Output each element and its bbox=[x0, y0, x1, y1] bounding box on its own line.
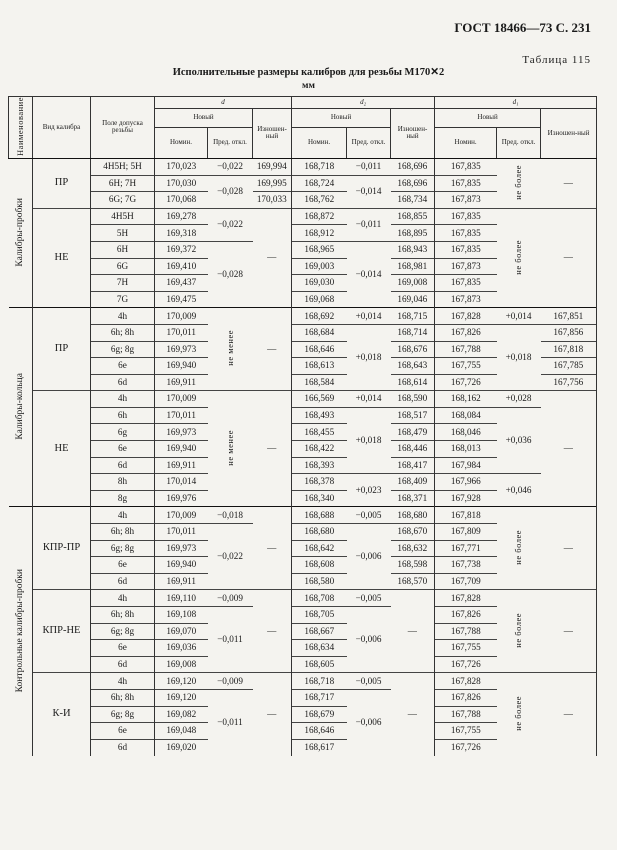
cell-d: 170,009 bbox=[155, 391, 208, 408]
calibre-type: НЕ bbox=[33, 208, 91, 308]
cell-d2-dev: −0,005 bbox=[347, 507, 391, 524]
cell-d1-worn: — bbox=[541, 208, 597, 308]
cell-d2-worn: 168,614 bbox=[391, 374, 435, 391]
cell-d: 169,372 bbox=[155, 241, 208, 258]
cell-d2: 168,584 bbox=[292, 374, 347, 391]
cell-d2-dev: −0,006 bbox=[347, 524, 391, 590]
cell-d1-worn: — bbox=[541, 673, 597, 756]
cell-d2: 168,717 bbox=[292, 689, 347, 706]
cell-d1: 167,726 bbox=[435, 739, 497, 756]
cell-d-dev: −0,022 bbox=[208, 158, 253, 175]
cell-d-worn: 169,995 bbox=[253, 175, 292, 192]
cell-d2: 168,680 bbox=[292, 524, 347, 541]
cell-d2: 168,912 bbox=[292, 225, 347, 242]
cell-d: 169,940 bbox=[155, 441, 208, 458]
cell-d1: 167,928 bbox=[435, 490, 497, 507]
d1-nomin-header: Номин. bbox=[435, 127, 497, 158]
cell-tol: 5H bbox=[91, 225, 155, 242]
table-row bbox=[9, 308, 597, 325]
cell-d: 169,940 bbox=[155, 557, 208, 574]
calibre-type: ПР bbox=[33, 158, 91, 208]
cell-d2: 169,003 bbox=[292, 258, 347, 275]
cell-tol: 6h; 8h bbox=[91, 607, 155, 624]
cell-d1: 167,835 bbox=[435, 175, 497, 192]
cell-d2-worn: 168,371 bbox=[391, 490, 435, 507]
cell-d2-worn: 168,715 bbox=[391, 308, 435, 325]
cell-d2-worn: 168,680 bbox=[391, 507, 435, 524]
cell-d1: 167,755 bbox=[435, 358, 497, 375]
cell-tol: 4h bbox=[91, 507, 155, 524]
group-name: Контрольные калибры-пробки bbox=[14, 568, 25, 693]
cell-d2: 168,642 bbox=[292, 540, 347, 557]
ne-bolee-label: не более bbox=[513, 696, 524, 731]
d2-nomin-header: Номин. bbox=[292, 127, 347, 158]
cell-d2-worn: 168,590 bbox=[391, 391, 435, 408]
cell-tol: 6h bbox=[91, 407, 155, 424]
cell-tol: 4h bbox=[91, 308, 155, 325]
table-number: Таблица 115 bbox=[522, 54, 591, 66]
cell-d2-dev: −0,011 bbox=[347, 158, 391, 175]
cell-d1: 167,738 bbox=[435, 557, 497, 574]
cell-d-worn: — bbox=[253, 391, 292, 507]
cell-tol: 6h; 8h bbox=[91, 689, 155, 706]
cell-d2-worn: 168,696 bbox=[391, 175, 435, 192]
group-name: Калибры-пробки bbox=[14, 197, 25, 267]
cell-d1: 167,788 bbox=[435, 706, 497, 723]
cell-d2-worn: — bbox=[391, 673, 435, 756]
cell-d2-worn: 168,696 bbox=[391, 158, 435, 175]
cell-d2-worn: 168,446 bbox=[391, 441, 435, 458]
cell-d2: 169,030 bbox=[292, 275, 347, 292]
cell-d1-dev bbox=[497, 590, 541, 673]
cell-d: 170,011 bbox=[155, 524, 208, 541]
cell-d2-worn: 168,676 bbox=[391, 341, 435, 358]
cell-d1: 167,726 bbox=[435, 374, 497, 391]
cell-d2: 166,569 bbox=[292, 391, 347, 408]
cell-d1: 167,873 bbox=[435, 291, 497, 308]
cell-d2-worn: 168,643 bbox=[391, 358, 435, 375]
cell-tol: 4H5H; 5H bbox=[91, 158, 155, 175]
calibre-type: КПР-ПР bbox=[33, 507, 91, 590]
cell-d2: 168,455 bbox=[292, 424, 347, 441]
tolerance-header: Поле допуска резьбы bbox=[91, 97, 155, 159]
cell-tol: 7H bbox=[91, 275, 155, 292]
cell-d1-worn: — bbox=[541, 391, 597, 507]
cell-d1: 167,755 bbox=[435, 723, 497, 740]
cell-d2-worn: 168,734 bbox=[391, 192, 435, 209]
cell-d2-dev: −0,014 bbox=[347, 175, 391, 208]
cell-d2: 168,692 bbox=[292, 308, 347, 325]
cell-d1: 168,084 bbox=[435, 407, 497, 424]
header-row-1 bbox=[9, 97, 597, 109]
cell-d2: 168,393 bbox=[292, 457, 347, 474]
cell-d1-worn: 167,818 bbox=[541, 341, 597, 358]
d1-new-header: Новый bbox=[435, 109, 541, 128]
name-header: Наименование bbox=[9, 97, 33, 159]
d2-worn-header: Изношен-ный bbox=[391, 109, 435, 159]
cell-d2-dev: +0,018 bbox=[347, 324, 391, 390]
cell-tol: 4H5H bbox=[91, 208, 155, 225]
cell-d: 169,973 bbox=[155, 540, 208, 557]
cell-d2-worn: 169,046 bbox=[391, 291, 435, 308]
cell-tol: 8g bbox=[91, 490, 155, 507]
cell-d2-dev: +0,023 bbox=[347, 474, 391, 507]
cell-d-dev: −0,009 bbox=[208, 673, 253, 690]
cell-d: 170,030 bbox=[155, 175, 208, 192]
cell-d1-dev bbox=[497, 158, 541, 208]
table-units: мм bbox=[302, 81, 315, 91]
cell-d-dev: −0,028 bbox=[208, 241, 253, 307]
cell-tol: 6G; 7G bbox=[91, 192, 155, 209]
d1-dev-header: Пред. откл. bbox=[497, 127, 541, 158]
d-nomin-header: Номин. bbox=[155, 127, 208, 158]
cell-d1: 167,788 bbox=[435, 341, 497, 358]
cell-tol: 6g; 8g bbox=[91, 341, 155, 358]
cell-d2: 168,340 bbox=[292, 490, 347, 507]
cell-d: 170,011 bbox=[155, 407, 208, 424]
d-new-header: Новый bbox=[155, 109, 253, 128]
cell-d2: 168,646 bbox=[292, 341, 347, 358]
cell-d1: 167,835 bbox=[435, 241, 497, 258]
cell-d2-dev: −0,006 bbox=[347, 607, 391, 673]
cell-d2: 168,688 bbox=[292, 507, 347, 524]
calibre-table bbox=[8, 96, 597, 756]
calibre-type: К-И bbox=[33, 673, 91, 756]
cell-d2-dev: −0,011 bbox=[347, 208, 391, 241]
cell-d2-dev: +0,018 bbox=[347, 407, 391, 473]
cell-d2-dev: +0,014 bbox=[347, 308, 391, 325]
cell-d2-worn: 168,409 bbox=[391, 474, 435, 491]
cell-d2-worn: 168,981 bbox=[391, 258, 435, 275]
cell-d2: 168,684 bbox=[292, 324, 347, 341]
cell-d: 169,976 bbox=[155, 490, 208, 507]
cell-d2-dev: −0,005 bbox=[347, 673, 391, 690]
cell-d2: 169,068 bbox=[292, 291, 347, 308]
cell-d-worn: 169,994 bbox=[253, 158, 292, 175]
cell-d1: 167,835 bbox=[435, 225, 497, 242]
cell-d: 169,020 bbox=[155, 739, 208, 756]
cell-d-dev: −0,022 bbox=[208, 524, 253, 590]
cell-d2-dev: +0,014 bbox=[347, 391, 391, 408]
cell-tol: 6d bbox=[91, 457, 155, 474]
cell-d1-worn: — bbox=[541, 590, 597, 673]
cell-d: 169,110 bbox=[155, 590, 208, 607]
cell-tol: 6G bbox=[91, 258, 155, 275]
calibre-type: КПР-НЕ bbox=[33, 590, 91, 673]
cell-d1: 168,162 bbox=[435, 391, 497, 408]
cell-d1: 167,755 bbox=[435, 640, 497, 657]
cell-d1: 167,709 bbox=[435, 573, 497, 590]
cell-d: 169,048 bbox=[155, 723, 208, 740]
cell-d-dev: −0,011 bbox=[208, 607, 253, 673]
cell-d2: 168,608 bbox=[292, 557, 347, 574]
cell-d2-worn: 168,943 bbox=[391, 241, 435, 258]
cell-d1-dev bbox=[497, 673, 541, 756]
table-row bbox=[9, 391, 597, 408]
cell-d1-dev: +0,036 bbox=[497, 407, 541, 473]
cell-d: 169,036 bbox=[155, 640, 208, 657]
group-label bbox=[9, 158, 33, 307]
group-label bbox=[9, 308, 33, 507]
cell-d: 169,278 bbox=[155, 208, 208, 225]
cell-d-dev: −0,011 bbox=[208, 689, 253, 755]
cell-d-dev bbox=[208, 391, 253, 507]
cell-d-worn: — bbox=[253, 308, 292, 391]
ne-bolee-label: не более bbox=[513, 612, 524, 648]
cell-d: 170,009 bbox=[155, 507, 208, 524]
cell-d2: 168,634 bbox=[292, 640, 347, 657]
cell-d1: 167,966 bbox=[435, 474, 497, 491]
cell-d1-dev bbox=[497, 507, 541, 590]
table-row bbox=[9, 474, 597, 491]
cell-d1: 167,835 bbox=[435, 208, 497, 225]
cell-d1-dev bbox=[497, 208, 541, 308]
ne-menee-label: не менее bbox=[224, 429, 235, 466]
cell-d1-dev: +0,018 bbox=[497, 324, 541, 390]
cell-d2: 168,762 bbox=[292, 192, 347, 209]
cell-d: 169,911 bbox=[155, 573, 208, 590]
cell-d2: 168,580 bbox=[292, 573, 347, 590]
cell-d2-dev: −0,005 bbox=[347, 590, 391, 607]
cell-d-worn: — bbox=[253, 590, 292, 673]
cell-tol: 6g; 8g bbox=[91, 623, 155, 640]
cell-tol: 4h bbox=[91, 590, 155, 607]
cell-d1: 167,788 bbox=[435, 623, 497, 640]
cell-d: 170,011 bbox=[155, 324, 208, 341]
cell-d1: 167,873 bbox=[435, 258, 497, 275]
cell-d-dev bbox=[208, 308, 253, 391]
cell-d: 170,068 bbox=[155, 192, 208, 209]
d-header: d bbox=[155, 97, 292, 109]
cell-d2-worn: 168,632 bbox=[391, 540, 435, 557]
cell-d1-worn: — bbox=[541, 507, 597, 590]
table-title: Исполнительные размеры калибров для резьбы М170✕2 bbox=[172, 67, 445, 78]
cell-tol: 6e bbox=[91, 441, 155, 458]
table-row bbox=[9, 507, 597, 524]
cell-d2: 168,617 bbox=[292, 739, 347, 756]
cell-d: 169,318 bbox=[155, 225, 208, 242]
cell-tol: 6g bbox=[91, 424, 155, 441]
cell-tol: 6e bbox=[91, 640, 155, 657]
group-label bbox=[9, 507, 33, 756]
cell-tol: 6d bbox=[91, 739, 155, 756]
cell-d: 169,120 bbox=[155, 689, 208, 706]
cell-tol: 6H; 7H bbox=[91, 175, 155, 192]
table-row bbox=[9, 208, 597, 225]
d2-dev-header: Пред. откл. bbox=[347, 127, 391, 158]
cell-d2-worn: 168,598 bbox=[391, 557, 435, 574]
cell-d: 169,911 bbox=[155, 457, 208, 474]
cell-d1: 167,809 bbox=[435, 524, 497, 541]
d2-header: d₂ bbox=[292, 97, 435, 109]
cell-d1: 167,828 bbox=[435, 308, 497, 325]
cell-d1: 167,826 bbox=[435, 689, 497, 706]
cell-d: 169,070 bbox=[155, 623, 208, 640]
cell-d1: 167,726 bbox=[435, 656, 497, 673]
cell-d1: 168,013 bbox=[435, 441, 497, 458]
ne-bolee-label: не более bbox=[513, 164, 524, 200]
table-row bbox=[9, 673, 597, 690]
cell-tol: 6d bbox=[91, 374, 155, 391]
cell-d2-worn: 168,895 bbox=[391, 225, 435, 242]
cell-tol: 6h; 8h bbox=[91, 324, 155, 341]
cell-d: 169,973 bbox=[155, 341, 208, 358]
table-row bbox=[9, 407, 597, 424]
cell-d1: 168,046 bbox=[435, 424, 497, 441]
ne-menee-label: не менее bbox=[224, 330, 235, 367]
cell-d: 170,009 bbox=[155, 308, 208, 325]
cell-d2-worn: 168,714 bbox=[391, 324, 435, 341]
cell-d2: 168,718 bbox=[292, 158, 347, 175]
cell-tol: 6g; 8g bbox=[91, 540, 155, 557]
cell-d1: 167,873 bbox=[435, 192, 497, 209]
cell-d2: 168,613 bbox=[292, 358, 347, 375]
cell-d2-worn: 168,570 bbox=[391, 573, 435, 590]
table-body bbox=[9, 158, 597, 755]
cell-tol: 6e bbox=[91, 358, 155, 375]
cell-d: 170,023 bbox=[155, 158, 208, 175]
cell-d: 169,410 bbox=[155, 258, 208, 275]
cell-d: 169,973 bbox=[155, 424, 208, 441]
cell-d: 170,014 bbox=[155, 474, 208, 491]
d-dev-header: Пред. откл. bbox=[208, 127, 253, 158]
cell-d2-worn: 169,008 bbox=[391, 275, 435, 292]
ne-bolee-label: не более bbox=[513, 529, 524, 565]
cell-d-worn: — bbox=[253, 208, 292, 308]
page-header: ГОСТ 18466—73 С. 231 bbox=[454, 20, 591, 35]
calibre-type: НЕ bbox=[33, 391, 91, 507]
cell-d2-dev: −0,014 bbox=[347, 241, 391, 307]
cell-d1: 167,828 bbox=[435, 673, 497, 690]
d2-new-header: Новый bbox=[292, 109, 391, 128]
cell-d2: 168,705 bbox=[292, 607, 347, 624]
cell-d2: 168,872 bbox=[292, 208, 347, 225]
cell-d1-worn: 167,851 bbox=[541, 308, 597, 325]
d1-header: d₁ bbox=[435, 97, 597, 109]
cell-d2: 168,679 bbox=[292, 706, 347, 723]
cell-d1-worn: 167,856 bbox=[541, 324, 597, 341]
cell-d2: 168,724 bbox=[292, 175, 347, 192]
type-header: Вид калибра bbox=[33, 97, 91, 159]
group-name: Калибры-кольца bbox=[14, 372, 25, 440]
cell-d2: 168,667 bbox=[292, 623, 347, 640]
cell-d-dev: −0,009 bbox=[208, 590, 253, 607]
cell-d1: 167,818 bbox=[435, 507, 497, 524]
table-row bbox=[9, 590, 597, 607]
cell-tol: 6e bbox=[91, 557, 155, 574]
cell-d2-worn: 168,517 bbox=[391, 407, 435, 424]
cell-d2-worn: — bbox=[391, 590, 435, 673]
cell-d-worn: 170,033 bbox=[253, 192, 292, 209]
cell-d2: 168,422 bbox=[292, 441, 347, 458]
ne-bolee-label: не более bbox=[513, 239, 524, 275]
calibre-type: ПР bbox=[33, 308, 91, 391]
cell-d2-worn: 168,417 bbox=[391, 457, 435, 474]
cell-tol: 6e bbox=[91, 723, 155, 740]
cell-d1-worn: 167,785 bbox=[541, 358, 597, 375]
cell-tol: 7G bbox=[91, 291, 155, 308]
cell-d2: 168,493 bbox=[292, 407, 347, 424]
cell-d1-dev: +0,028 bbox=[497, 391, 541, 408]
cell-d: 169,008 bbox=[155, 656, 208, 673]
cell-tol: 4h bbox=[91, 391, 155, 408]
cell-tol: 8h bbox=[91, 474, 155, 491]
cell-d2-dev: −0,006 bbox=[347, 689, 391, 755]
cell-d1: 167,984 bbox=[435, 457, 497, 474]
cell-d: 169,911 bbox=[155, 374, 208, 391]
cell-tol: 6d bbox=[91, 573, 155, 590]
cell-d: 169,475 bbox=[155, 291, 208, 308]
cell-tol: 6H bbox=[91, 241, 155, 258]
cell-d-dev: −0,022 bbox=[208, 208, 253, 241]
cell-d1-worn: 167,756 bbox=[541, 374, 597, 391]
cell-d2-worn: 168,479 bbox=[391, 424, 435, 441]
cell-tol: 6h; 8h bbox=[91, 524, 155, 541]
cell-tol: 6d bbox=[91, 656, 155, 673]
cell-d: 169,120 bbox=[155, 673, 208, 690]
cell-tol: 4h bbox=[91, 673, 155, 690]
cell-d2: 168,605 bbox=[292, 656, 347, 673]
cell-d1: 167,828 bbox=[435, 590, 497, 607]
cell-d1-dev: +0,014 bbox=[497, 308, 541, 325]
cell-d1: 167,835 bbox=[435, 158, 497, 175]
table-row bbox=[9, 158, 597, 175]
cell-d: 169,437 bbox=[155, 275, 208, 292]
cell-d1: 167,771 bbox=[435, 540, 497, 557]
cell-d2: 168,708 bbox=[292, 590, 347, 607]
cell-d1: 167,835 bbox=[435, 275, 497, 292]
cell-d1: 167,826 bbox=[435, 607, 497, 624]
cell-d: 169,082 bbox=[155, 706, 208, 723]
d1-worn-header: Изношен-ный bbox=[541, 109, 597, 159]
cell-d-worn: — bbox=[253, 507, 292, 590]
cell-d2: 168,646 bbox=[292, 723, 347, 740]
d-worn-header: Изношен-ный bbox=[253, 109, 292, 159]
cell-d1-dev: +0,046 bbox=[497, 474, 541, 507]
table-row bbox=[9, 324, 597, 341]
cell-tol: 6g; 8g bbox=[91, 706, 155, 723]
cell-d-worn: — bbox=[253, 673, 292, 756]
cell-d-dev: −0,028 bbox=[208, 175, 253, 208]
cell-d1-worn: — bbox=[541, 158, 597, 208]
cell-d-dev: −0,018 bbox=[208, 507, 253, 524]
cell-d: 169,108 bbox=[155, 607, 208, 624]
cell-d2: 168,378 bbox=[292, 474, 347, 491]
cell-d2: 168,718 bbox=[292, 673, 347, 690]
cell-d2-worn: 168,855 bbox=[391, 208, 435, 225]
cell-d2-worn: 168,670 bbox=[391, 524, 435, 541]
cell-d2: 168,965 bbox=[292, 241, 347, 258]
cell-d: 169,940 bbox=[155, 358, 208, 375]
cell-d1: 167,826 bbox=[435, 324, 497, 341]
